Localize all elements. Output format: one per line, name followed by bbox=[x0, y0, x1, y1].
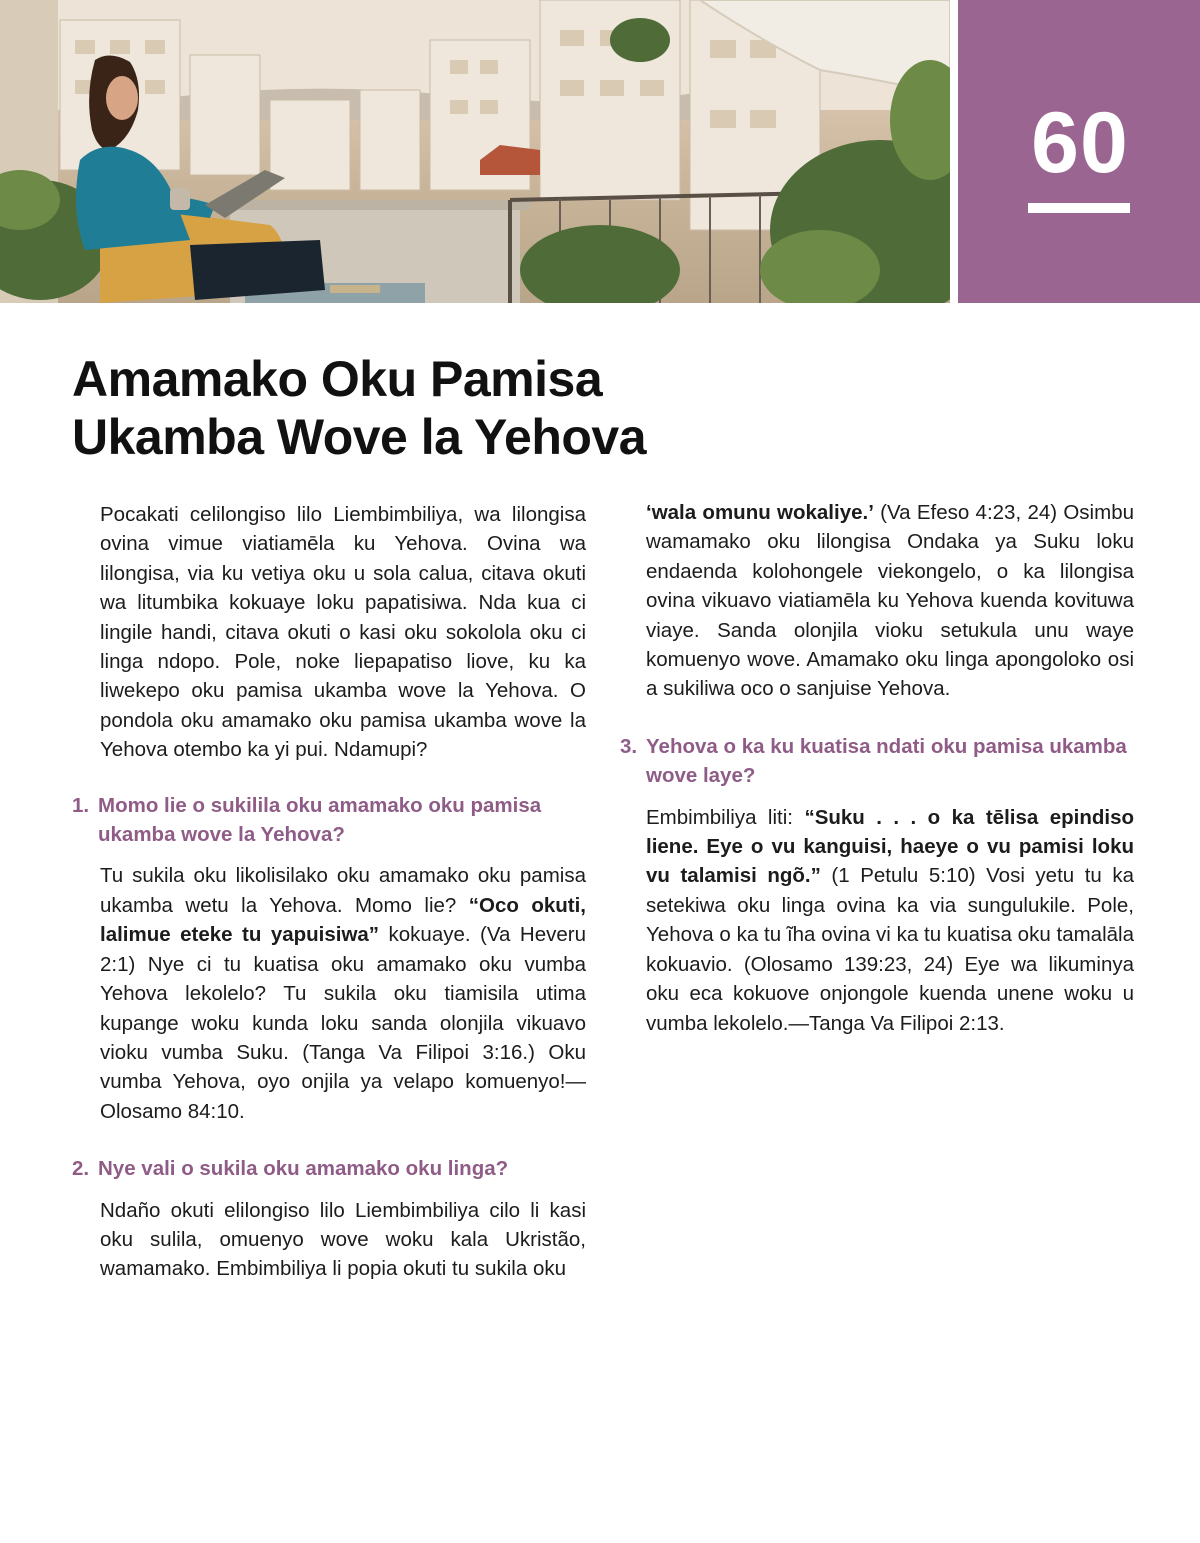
lesson-number-box bbox=[958, 0, 1200, 303]
section-1-number: 1. bbox=[72, 793, 90, 817]
section-3-quote: “Suku . . . o ka tēlisa epindiso liene. Eye o vu kanguisi, haeye o vu pamisi loku vu talamisi ngõ.” bbox=[646, 805, 1134, 888]
section-1-quote: “Oco okuti, lalimue eteke tu yapuisiwa” bbox=[100, 893, 587, 947]
section-2-question-text: Nye vali o sukila oku amamako oku linga? bbox=[98, 1157, 509, 1181]
balcony-scene-image bbox=[0, 0, 950, 303]
section-1-text-a: Tu sukila oku likolisilako oku amamako oku pamisa ukamba wetu la Yehova. Momo lie? bbox=[100, 864, 586, 917]
intro-paragraph: Pocakati celilongiso lilo Liembimbiliya, wa lilongisa ovina vimue viatiamēla ku Yehova. Ovina wa lilongisa, via ku vetiya oku u sola calua, citava okuti wa litumbika kokuaye loku papatisiwa. Nda kua ci lingile handi, citava okuti o kasi oku sokolola oku ci linga ndopo. Pole, noke liepapatiso liove, ku ka liwekepo oku pamisa ukamba wove la Yehova. O pondola oku amamako oku pamisa ukamba wove la Yehova otembo ka yi pui. Ndamupi? bbox=[100, 503, 586, 762]
section-2-answer-continued bbox=[620, 498, 1134, 704]
right-column bbox=[620, 498, 1134, 1066]
page-title bbox=[72, 350, 932, 466]
section-3-text-a: Embimbiliya liti: bbox=[646, 805, 805, 829]
section-2-number: 2. bbox=[72, 1157, 90, 1181]
section-3-answer bbox=[620, 803, 1134, 1038]
section-3-question bbox=[620, 732, 1134, 791]
section-1-question bbox=[72, 791, 586, 850]
section-2-text-a: Ndaño okuti elilongiso lilo Liembimbiliya cilo li kasi oku sulila, omuenyo wove woku kala Ukristão, wamamako. Embimbiliya li popia okuti tu sukila oku bbox=[100, 1198, 586, 1281]
header-photo bbox=[0, 0, 950, 303]
section-2-answer-start bbox=[72, 1196, 586, 1284]
section-2-quote: ‘wala omunu wokaliye.’ bbox=[646, 501, 874, 524]
section-3-text-b: (1 Petulu 5:10) Vosi yetu tu ka setekiwa oku linga ovina ka via sungulukile. Pole, Yehova o ka tu ĩha ovina vi ka tu kuatisa oku tamalāla kokuavio. (Olosamo 139:23, 24) Eye wa likuminya oku eca kokuove onjongole kuenda unene woku u vumba lekolelo.—Tanga Va Filipoi 2:13. bbox=[646, 864, 1134, 1035]
section-1-question-text: Momo lie o sukilila oku amamako oku pamisa ukamba wove la Yehova? bbox=[98, 793, 542, 847]
left-column bbox=[72, 500, 586, 1284]
title-line-2: Ukamba Wove la Yehova bbox=[72, 409, 647, 465]
section-3-question-text: Yehova o ka ku kuatisa ndati oku pamisa ukamba wove laye? bbox=[646, 734, 1127, 788]
lesson-number: 60 bbox=[1031, 95, 1129, 191]
title-line-1: Amamako Oku Pamisa bbox=[72, 351, 603, 407]
section-2-text-b: (Va Efeso 4:23, 24) Osimbu wamamako oku lilongisa Ondaka ya Suku loku endaenda kolohongele viekongelo, o ka lilongisa ovina vikuavo viatiamēla ku Yehova kuenda kovituwa viaye. Sanda olonjila vioku setukula unu waye komuenyo wove. Amamako oku linga apongoloko osi a sukiliwa oco o sanjuise Yehova. bbox=[646, 501, 1134, 701]
section-3-number: 3. bbox=[620, 734, 638, 758]
section-1-answer bbox=[72, 861, 586, 1126]
lesson-number-underline bbox=[1028, 203, 1130, 213]
section-2-question bbox=[72, 1154, 586, 1183]
section-1-text-b: kokuaye. (Va Heveru 2:1) Nye ci tu kuatisa oku amamako oku vumba Yehova lekolelo? Tu sukila oku tiamisila utima kupange woku kunda loku sanda olonjila vikuavo vioku vumba Suku. (Tanga Va Filipoi 3:16.) Oku vumba Yehova, oyo onjila ya velapo komuenyo!—Olosamo 84:10. bbox=[100, 923, 586, 1123]
